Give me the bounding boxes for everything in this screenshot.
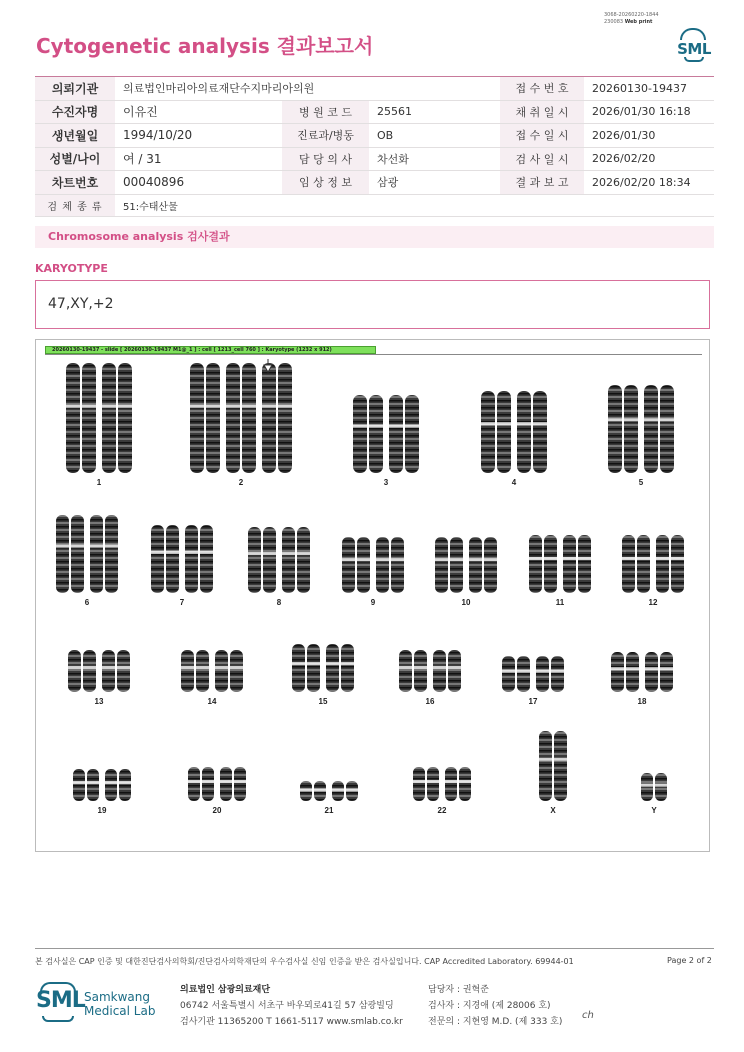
chromosome-shape: [331, 781, 359, 801]
chromosome-shape: [412, 767, 440, 801]
chromosome-shape: [643, 385, 675, 473]
receipt-date-value: 2026/01/30: [584, 124, 714, 148]
samkwang-logo: [36, 980, 166, 1028]
info-row: [35, 147, 714, 171]
page-number: Page 2 of 2: [667, 956, 712, 965]
receipt-no-label: 접 수 번 호: [500, 77, 584, 101]
specimen-value: 51:수태산물: [115, 194, 714, 216]
patient-name-value: 이유진: [115, 100, 282, 124]
info-row: [35, 194, 714, 216]
chromosome-7: [150, 525, 214, 607]
chromosome-shape: [72, 769, 100, 801]
chromosome-label: 4: [511, 478, 517, 487]
chromosome-19: [72, 769, 132, 815]
chromosome-21: [299, 781, 359, 815]
chromosome-16: [398, 650, 462, 706]
institution-label: 의뢰기관: [35, 77, 115, 101]
chromosome-shape: [388, 395, 420, 473]
chromosome-shape: [621, 535, 651, 593]
chromosome-5: [607, 385, 675, 487]
chromosome-label: Y: [651, 806, 657, 815]
chromosome-label: 2: [238, 478, 244, 487]
report-title: Cytogenetic analysis 결과보고서: [36, 34, 374, 58]
chart-no-value: 00040896: [115, 171, 282, 195]
chromosome-22: [412, 767, 472, 815]
chromosome-label: 12: [648, 598, 658, 607]
chromosome-label: 22: [437, 806, 447, 815]
chromosome-shape: [219, 767, 247, 801]
lab-name-line2: Medical Lab: [84, 1004, 156, 1018]
specialist: 전문의 : 지현영 M.D. (제 333 호): [428, 1017, 563, 1027]
chromosome-label: 16: [425, 697, 435, 706]
info-row: [35, 124, 714, 148]
chromosome-shape: [398, 650, 428, 692]
birth-value: 1994/10/20: [115, 124, 282, 148]
patient-name-label: 수진자명: [35, 100, 115, 124]
chromosome-1: [65, 363, 133, 487]
chromosome-label: 18: [637, 697, 647, 706]
sml-logo: [674, 28, 714, 62]
staff-info: [428, 982, 562, 1030]
chromosome-label: 7: [179, 598, 185, 607]
karyogram-svg: [36, 340, 711, 853]
clinical-value: 삼광: [369, 171, 500, 195]
chromosome-20: [187, 767, 247, 815]
chromosome-shape: [562, 535, 592, 593]
chromosome-shape: [325, 644, 355, 692]
org-name: 의료법인 삼광의료재단: [180, 985, 271, 995]
chromosome-label: 3: [383, 478, 389, 487]
section-title: Chromosome analysis 검사결과: [35, 226, 714, 248]
chromosome-X: [538, 731, 568, 815]
logo-arc-icon: [680, 28, 706, 40]
chromosome-label: 17: [528, 697, 538, 706]
chromosome-shape: [516, 391, 548, 473]
footer-divider: [35, 948, 714, 949]
collection-date-label: 채 취 일 시: [500, 100, 584, 124]
chromosome-18: [610, 652, 674, 706]
report-code: [604, 12, 659, 26]
chromosome-shape: [501, 656, 531, 692]
chromosome-shape: [607, 385, 639, 473]
chromosome-shape: [187, 767, 215, 801]
chromosome-shape: [150, 525, 180, 593]
clinical-label: 임 상 정 보: [282, 171, 369, 195]
chromosome-shape: [55, 515, 85, 593]
sex-age-label: 성별/나이: [35, 147, 115, 171]
patient-info-table: [35, 76, 714, 217]
info-row: [35, 171, 714, 195]
chromosome-Y: [640, 773, 668, 815]
accreditation-note: 본 검사실은 CAP 인증 및 대한진단검사의학회/진단검사의학재단의 우수검사실 신임 인증을 받은 검사실입니다. CAP Accredited Laboratory. 69944-01: [35, 957, 574, 966]
chromosome-9: [341, 537, 405, 607]
person-in-charge: 담당자 : 권혁준: [428, 985, 489, 995]
chromosome-label: 5: [638, 478, 644, 487]
chromosome-shape: [281, 527, 311, 593]
chromosome-shape: [247, 527, 277, 593]
chromosome-shape: [101, 363, 133, 473]
chromosome-label: 9: [370, 598, 376, 607]
chromosome-12: [621, 535, 685, 607]
image-caption-bar: 20260130-19437 - slide [ 20260130-19437 M1@_1 ] : cell [ 1213_cell 760 ] : Karyotype (1232 x 912): [45, 346, 376, 354]
web-print-tag: Web print: [624, 19, 653, 25]
report-date-value: 2026/02/20 18:34: [584, 171, 714, 195]
chromosome-shape: [640, 773, 668, 801]
report-code-line1: 3068-20260220-1844: [604, 12, 659, 18]
examiner: 검사자 : 지경애 (제 28006 호): [428, 1001, 551, 1011]
signature: ch: [582, 1010, 594, 1021]
chromosome-shape: [352, 395, 384, 473]
institution-value: 의료법인마리아의료재단수지마리아의원: [115, 77, 500, 101]
info-row: [35, 77, 714, 101]
chromosome-shape: [189, 363, 221, 473]
chromosome-shape: [214, 650, 244, 692]
info-row: [35, 100, 714, 124]
karyotype-value: 47,XY,+2: [48, 296, 114, 312]
chromosome-shape: [104, 769, 132, 801]
report-date-label: 결 과 보 고: [500, 171, 584, 195]
chromosome-shape: [261, 363, 293, 473]
karyotype-label: KARYOTYPE: [35, 262, 108, 275]
dept-label: 진료과/병동: [282, 124, 369, 148]
chromosome-4: [480, 391, 548, 487]
chromosome-shape: [655, 535, 685, 593]
receipt-no-value: 20260130-19437: [584, 77, 714, 101]
chromosome-shape: [480, 391, 512, 473]
chromosome-shape: [101, 650, 131, 692]
logo-sml-text: SML: [36, 988, 85, 1013]
chromosome-shape: [528, 535, 558, 593]
specimen-label: 검 체 종 류: [35, 194, 115, 216]
lab-name: [84, 990, 155, 1018]
chromosome-shape: [299, 781, 327, 801]
test-date-label: 검 사 일 시: [500, 147, 584, 171]
chromosome-label: 14: [207, 697, 217, 706]
chromosome-label: 19: [97, 806, 107, 815]
dept-value: OB: [369, 124, 500, 148]
chromosome-label: 13: [94, 697, 104, 706]
chromosome-shape: [432, 650, 462, 692]
address-line: 06742 서울특별시 서초구 바우뫼로41길 57 삼광빌딩: [180, 1001, 394, 1011]
chromosome-6: [55, 515, 119, 607]
chromosome-label: X: [550, 806, 556, 815]
chromosome-shape: [610, 652, 640, 692]
chromosome-shape: [89, 515, 119, 593]
chromosome-shape: [538, 731, 568, 801]
contact-line: 검사기관 11365200 T 1661-5117 www.smlab.co.kr: [180, 1017, 403, 1027]
chromosome-shape: [535, 656, 565, 692]
chromosome-shape: [341, 537, 371, 593]
chromosome-2: [189, 363, 293, 487]
chromosome-label: 10: [461, 598, 471, 607]
receipt-date-label: 접 수 일 시: [500, 124, 584, 148]
doctor-label: 담 당 의 사: [282, 147, 369, 171]
chromosome-shape: [444, 767, 472, 801]
chromosome-label: 15: [318, 697, 328, 706]
chromosome-3: [352, 395, 420, 487]
chromosome-shape: [644, 652, 674, 692]
chromosome-shape: [434, 537, 464, 593]
hospital-code-label: 병 원 코 드: [282, 100, 369, 124]
karyotype-result-box: [35, 280, 710, 329]
chart-no-label: 차트번호: [35, 171, 115, 195]
chromosome-shape: [180, 650, 210, 692]
chromosome-13: [67, 650, 131, 706]
chromosome-label: 20: [212, 806, 222, 815]
chromosome-label: 6: [84, 598, 90, 607]
karyotype-image: [35, 339, 710, 852]
chromosome-shape: [65, 363, 97, 473]
sex-age-value: 여 / 31: [115, 147, 282, 171]
chromosome-shape: [375, 537, 405, 593]
chromosome-10: [434, 537, 498, 607]
chromosome-17: [501, 656, 565, 706]
collection-date-value: 2026/01/30 16:18: [584, 100, 714, 124]
chromosome-15: [291, 644, 355, 706]
chromosome-label: 11: [555, 598, 565, 607]
report-code-line2: 230083: [604, 19, 624, 25]
logo-smile-icon: [42, 1016, 74, 1022]
doctor-value: 차선화: [369, 147, 500, 171]
chromosome-label: 21: [324, 806, 334, 815]
chromosome-label: 8: [276, 598, 282, 607]
hospital-code-value: 25561: [369, 100, 500, 124]
chromosome-shape: [468, 537, 498, 593]
chromosome-shape: [184, 525, 214, 593]
chromosome-label: 1: [96, 478, 102, 487]
chromosome-shape: [291, 644, 321, 692]
logo-smile-icon: [684, 57, 704, 62]
test-date-value: 2026/02/20: [584, 147, 714, 171]
chromosome-shape: [225, 363, 257, 473]
birth-label: 생년월일: [35, 124, 115, 148]
chromosome-8: [247, 527, 311, 607]
chromosome-14: [180, 650, 244, 706]
lab-name-line1: Samkwang: [84, 990, 150, 1004]
logo-text: SML: [677, 40, 711, 58]
chromosome-11: [528, 535, 592, 607]
chromosome-shape: [67, 650, 97, 692]
lab-address: [180, 982, 403, 1030]
